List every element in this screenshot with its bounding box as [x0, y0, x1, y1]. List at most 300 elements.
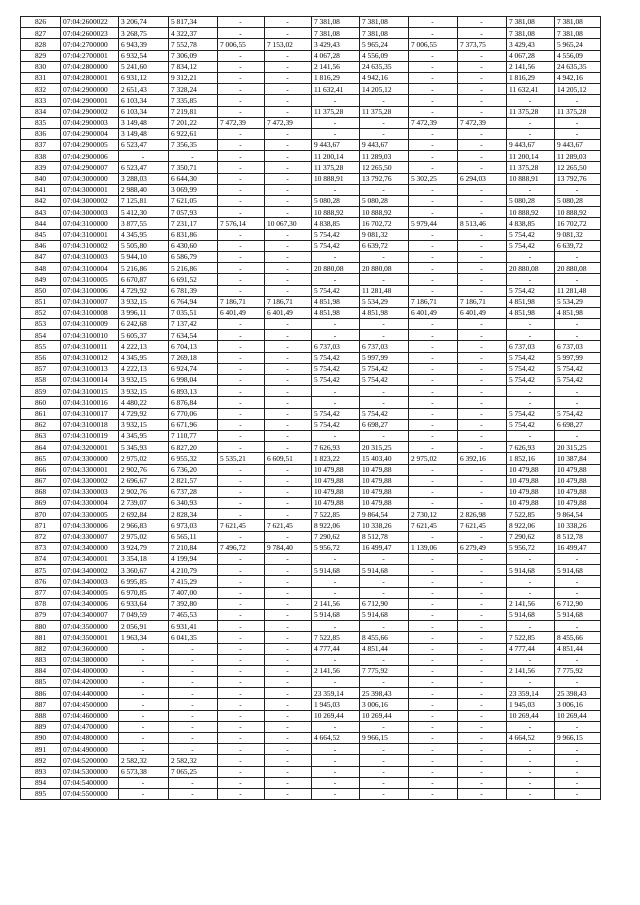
value-cell: 4 199,94: [169, 554, 218, 565]
value-cell: 3 932,15: [119, 296, 169, 307]
value-cell: 11 375,28: [360, 106, 409, 117]
value-cell: 5 754,42: [312, 408, 360, 419]
value-cell: 4 851,98: [555, 307, 601, 318]
value-cell: -: [218, 688, 265, 699]
table-row: [21, 263, 601, 274]
value-cell: -: [458, 621, 507, 632]
value-cell: -: [409, 565, 458, 576]
value-cell: -: [312, 128, 360, 139]
value-cell: 4 851,98: [312, 307, 360, 318]
value-cell: -: [507, 274, 555, 285]
row-code-cell: 07:04:2900001: [61, 95, 119, 106]
value-cell: -: [555, 330, 601, 341]
value-cell: -: [409, 263, 458, 274]
value-cell: -: [458, 565, 507, 576]
value-cell: -: [555, 184, 601, 195]
value-cell: -: [265, 777, 312, 788]
value-cell: -: [458, 442, 507, 453]
value-cell: 11 289,03: [555, 151, 601, 162]
table-row: [21, 162, 601, 173]
value-cell: -: [169, 710, 218, 721]
value-cell: 7 392,80: [169, 598, 218, 609]
value-cell: -: [409, 128, 458, 139]
value-cell: 2 902,76: [119, 464, 169, 475]
value-cell: -: [265, 319, 312, 330]
value-cell: 14 205,12: [555, 84, 601, 95]
value-cell: 4 664,52: [312, 733, 360, 744]
value-cell: -: [218, 509, 265, 520]
value-cell: -: [458, 408, 507, 419]
value-cell: -: [360, 554, 409, 565]
value-cell: -: [312, 576, 360, 587]
value-cell: 6 639,72: [555, 240, 601, 251]
value-cell: 15 403,40: [360, 453, 409, 464]
value-cell: -: [265, 554, 312, 565]
table-row: [21, 744, 601, 755]
value-cell: -: [458, 721, 507, 732]
value-cell: 6 737,03: [555, 341, 601, 352]
value-cell: -: [265, 95, 312, 106]
value-cell: -: [409, 162, 458, 173]
value-cell: -: [458, 576, 507, 587]
value-cell: 12 265,50: [360, 162, 409, 173]
value-cell: -: [312, 554, 360, 565]
value-cell: 6 955,32: [169, 453, 218, 464]
row-number-cell: 876: [21, 576, 61, 587]
value-cell: -: [218, 632, 265, 643]
table-row: [21, 721, 601, 732]
row-code-cell: 07:04:3100002: [61, 240, 119, 251]
value-cell: 5 535,21: [218, 453, 265, 464]
value-cell: -: [458, 688, 507, 699]
row-code-cell: 07:04:4800000: [61, 733, 119, 744]
value-cell: 1 945,03: [507, 699, 555, 710]
value-cell: 14 205,12: [360, 84, 409, 95]
value-cell: -: [409, 498, 458, 509]
value-cell: 6 876,84: [169, 397, 218, 408]
value-cell: 24 635,35: [555, 61, 601, 72]
table-row: [21, 486, 601, 497]
value-cell: 7 210,84: [169, 542, 218, 553]
value-cell: 3 932,15: [119, 375, 169, 386]
value-cell: -: [507, 788, 555, 799]
row-number-cell: 868: [21, 486, 61, 497]
value-cell: 3 206,74: [119, 17, 169, 28]
row-code-cell: 07:04:5400000: [61, 777, 119, 788]
value-cell: -: [218, 788, 265, 799]
value-cell: -: [169, 643, 218, 654]
value-cell: -: [265, 341, 312, 352]
value-cell: 4 851,98: [360, 307, 409, 318]
row-number-cell: 828: [21, 39, 61, 50]
value-cell: -: [409, 240, 458, 251]
value-cell: -: [119, 777, 169, 788]
value-cell: -: [265, 84, 312, 95]
value-cell: -: [409, 363, 458, 374]
value-cell: -: [409, 733, 458, 744]
value-cell: -: [265, 464, 312, 475]
value-cell: 8 922,06: [507, 520, 555, 531]
value-cell: 7 231,17: [169, 218, 218, 229]
value-cell: 3 006,16: [360, 699, 409, 710]
value-cell: 6 737,03: [360, 341, 409, 352]
row-number-cell: 895: [21, 788, 61, 799]
value-cell: 6 698,27: [555, 419, 601, 430]
table-row: [21, 632, 601, 643]
value-cell: 7 552,78: [169, 39, 218, 50]
table-row: [21, 218, 601, 229]
value-cell: 2 582,32: [169, 755, 218, 766]
row-number-cell: 846: [21, 240, 61, 251]
value-cell: 10 888,92: [312, 207, 360, 218]
value-cell: 5 914,68: [507, 609, 555, 620]
table-row: [21, 788, 601, 799]
value-cell: -: [218, 341, 265, 352]
row-number-cell: 865: [21, 453, 61, 464]
value-cell: -: [169, 677, 218, 688]
table-row: [21, 677, 601, 688]
value-cell: 7 006,55: [409, 39, 458, 50]
value-cell: 7 522,85: [312, 509, 360, 520]
value-cell: 8 455,66: [360, 632, 409, 643]
row-number-cell: 893: [21, 766, 61, 777]
value-cell: -: [409, 621, 458, 632]
value-cell: 10 479,88: [507, 464, 555, 475]
value-cell: -: [409, 408, 458, 419]
table-row: [21, 755, 601, 766]
row-code-cell: 07:04:3300006: [61, 520, 119, 531]
value-cell: -: [265, 710, 312, 721]
value-cell: -: [409, 229, 458, 240]
row-number-cell: 867: [21, 475, 61, 486]
value-cell: 5 080,28: [360, 196, 409, 207]
value-cell: 8 513,46: [458, 218, 507, 229]
value-cell: 2 696,67: [119, 475, 169, 486]
value-cell: 4 838,85: [507, 218, 555, 229]
value-cell: 6 294,03: [458, 173, 507, 184]
value-cell: 9 443,67: [312, 140, 360, 151]
value-cell: -: [265, 699, 312, 710]
value-cell: -: [169, 151, 218, 162]
value-cell: -: [169, 733, 218, 744]
value-cell: 10 387,84: [555, 453, 601, 464]
row-code-cell: 07:04:3400006: [61, 598, 119, 609]
value-cell: -: [218, 677, 265, 688]
value-cell: 6 401,49: [265, 307, 312, 318]
value-cell: 10 269,44: [507, 710, 555, 721]
value-cell: -: [507, 251, 555, 262]
value-cell: -: [119, 665, 169, 676]
row-code-cell: 07:04:3000001: [61, 184, 119, 195]
value-cell: -: [312, 397, 360, 408]
value-cell: -: [218, 240, 265, 251]
value-cell: -: [360, 251, 409, 262]
value-cell: -: [360, 744, 409, 755]
value-cell: 6 671,96: [169, 419, 218, 430]
table-row: [21, 229, 601, 240]
value-cell: -: [409, 576, 458, 587]
value-cell: 7 522,85: [507, 632, 555, 643]
value-cell: -: [360, 576, 409, 587]
value-cell: -: [555, 621, 601, 632]
value-cell: 2 141,56: [312, 598, 360, 609]
value-cell: 10 479,88: [312, 486, 360, 497]
value-cell: 10 888,92: [555, 207, 601, 218]
value-cell: 11 281,48: [360, 285, 409, 296]
value-cell: 6 401,49: [409, 307, 458, 318]
value-cell: 5 944,10: [119, 251, 169, 262]
value-cell: -: [360, 397, 409, 408]
value-cell: 5 997,99: [360, 352, 409, 363]
table-row: [21, 733, 601, 744]
value-cell: -: [265, 140, 312, 151]
row-number-cell: 858: [21, 375, 61, 386]
row-code-cell: 07:04:2900006: [61, 151, 119, 162]
table-row: [21, 117, 601, 128]
value-cell: -: [218, 140, 265, 151]
value-cell: -: [218, 397, 265, 408]
value-cell: -: [458, 140, 507, 151]
row-code-cell: 07:04:3100016: [61, 397, 119, 408]
value-cell: -: [265, 587, 312, 598]
value-cell: 10 338,26: [555, 520, 601, 531]
value-cell: 25 398,43: [360, 688, 409, 699]
table-row: [21, 296, 601, 307]
value-cell: 9 443,67: [555, 140, 601, 151]
value-cell: 12 265,50: [555, 162, 601, 173]
value-cell: 7 621,45: [265, 520, 312, 531]
value-cell: 8 512,78: [555, 531, 601, 542]
value-cell: 5 914,68: [507, 565, 555, 576]
value-cell: -: [265, 643, 312, 654]
value-cell: -: [218, 576, 265, 587]
row-code-cell: 07:04:3400001: [61, 554, 119, 565]
value-cell: -: [409, 654, 458, 665]
table-row: [21, 375, 601, 386]
value-cell: 3 149,48: [119, 117, 169, 128]
value-cell: 9 443,67: [507, 140, 555, 151]
value-cell: -: [507, 117, 555, 128]
value-cell: 3 360,67: [119, 565, 169, 576]
value-cell: 10 888,91: [507, 173, 555, 184]
value-cell: 5 754,42: [312, 229, 360, 240]
value-cell: -: [409, 397, 458, 408]
value-cell: -: [458, 386, 507, 397]
value-cell: 6 932,54: [119, 50, 169, 61]
value-cell: -: [458, 475, 507, 486]
value-cell: 5 754,42: [507, 285, 555, 296]
value-cell: 3 996,11: [119, 307, 169, 318]
value-cell: 10 479,88: [360, 464, 409, 475]
value-cell: -: [409, 84, 458, 95]
value-cell: -: [360, 677, 409, 688]
value-cell: 25 398,43: [555, 688, 601, 699]
value-cell: -: [265, 721, 312, 732]
value-cell: 6 279,49: [458, 542, 507, 553]
value-cell: 7 125,81: [119, 196, 169, 207]
value-cell: -: [218, 274, 265, 285]
value-cell: 2 966,83: [119, 520, 169, 531]
value-cell: 5 754,42: [360, 363, 409, 374]
table-row: [21, 408, 601, 419]
value-cell: -: [458, 352, 507, 363]
value-cell: 5 754,42: [312, 285, 360, 296]
value-cell: -: [265, 744, 312, 755]
value-cell: -: [458, 50, 507, 61]
value-cell: -: [507, 95, 555, 106]
value-cell: -: [169, 665, 218, 676]
row-number-cell: 884: [21, 665, 61, 676]
value-cell: 7 496,72: [218, 542, 265, 553]
value-cell: -: [458, 766, 507, 777]
row-number-cell: 870: [21, 509, 61, 520]
table-row: [21, 207, 601, 218]
value-cell: -: [312, 766, 360, 777]
value-cell: 1 963,34: [119, 632, 169, 643]
value-cell: -: [360, 430, 409, 441]
value-cell: 7 335,85: [169, 95, 218, 106]
value-cell: 11 632,41: [507, 84, 555, 95]
value-cell: -: [360, 274, 409, 285]
value-cell: 5 956,72: [312, 542, 360, 553]
value-cell: -: [218, 375, 265, 386]
value-cell: -: [218, 665, 265, 676]
value-cell: 7 621,45: [409, 520, 458, 531]
value-cell: -: [312, 274, 360, 285]
table-row: [21, 565, 601, 576]
value-cell: 2 692,84: [119, 509, 169, 520]
value-cell: -: [409, 710, 458, 721]
value-cell: 6 523,47: [119, 140, 169, 151]
value-cell: 2 826,98: [458, 509, 507, 520]
value-cell: 11 200,14: [312, 151, 360, 162]
value-cell: 7 328,24: [169, 84, 218, 95]
value-cell: -: [507, 319, 555, 330]
value-cell: -: [265, 632, 312, 643]
value-cell: -: [555, 397, 601, 408]
value-cell: 5 965,24: [555, 39, 601, 50]
value-cell: 5 754,42: [507, 419, 555, 430]
value-cell: -: [265, 386, 312, 397]
value-cell: -: [409, 777, 458, 788]
value-cell: -: [360, 721, 409, 732]
value-cell: 6 737,28: [169, 486, 218, 497]
value-cell: 7 137,42: [169, 319, 218, 330]
value-cell: 3 354,18: [119, 554, 169, 565]
value-cell: -: [119, 654, 169, 665]
value-cell: 9 081,32: [360, 229, 409, 240]
value-cell: 3 932,15: [119, 419, 169, 430]
value-cell: -: [507, 430, 555, 441]
row-number-cell: 852: [21, 307, 61, 318]
table-row: [21, 140, 601, 151]
value-cell: -: [409, 251, 458, 262]
value-cell: -: [218, 598, 265, 609]
value-cell: 2 056,91: [119, 621, 169, 632]
value-cell: -: [458, 330, 507, 341]
value-cell: 2 975,02: [119, 453, 169, 464]
value-cell: -: [458, 598, 507, 609]
value-cell: 2 582,32: [119, 755, 169, 766]
value-cell: -: [265, 576, 312, 587]
value-cell: 6 523,47: [119, 162, 169, 173]
value-cell: 7 576,14: [218, 218, 265, 229]
value-cell: 5 216,86: [169, 263, 218, 274]
table-row: [21, 330, 601, 341]
value-cell: 9 864,54: [555, 509, 601, 520]
value-cell: -: [218, 84, 265, 95]
value-cell: -: [555, 128, 601, 139]
value-cell: -: [409, 285, 458, 296]
value-cell: -: [409, 788, 458, 799]
value-cell: 7 186,71: [265, 296, 312, 307]
value-cell: 5 754,42: [507, 375, 555, 386]
table-row: [21, 61, 601, 72]
value-cell: 5 754,42: [507, 352, 555, 363]
value-cell: 3 006,16: [555, 699, 601, 710]
table-row: [21, 173, 601, 184]
value-cell: -: [218, 363, 265, 374]
table-row: [21, 699, 601, 710]
table-row: [21, 609, 601, 620]
row-number-cell: 839: [21, 162, 61, 173]
value-cell: 6 973,03: [169, 520, 218, 531]
value-cell: 5 216,86: [119, 263, 169, 274]
table-row: [21, 106, 601, 117]
table-row: [21, 509, 601, 520]
value-cell: -: [218, 352, 265, 363]
row-number-cell: 849: [21, 274, 61, 285]
value-cell: -: [218, 755, 265, 766]
value-cell: -: [265, 509, 312, 520]
value-cell: -: [409, 430, 458, 441]
value-cell: 4 222,13: [119, 363, 169, 374]
value-cell: -: [265, 665, 312, 676]
value-cell: 10 479,88: [360, 475, 409, 486]
value-cell: -: [507, 128, 555, 139]
value-cell: -: [409, 554, 458, 565]
value-cell: 7 306,09: [169, 50, 218, 61]
value-cell: -: [555, 788, 601, 799]
value-cell: -: [409, 352, 458, 363]
row-number-cell: 871: [21, 520, 61, 531]
value-cell: 7 219,81: [169, 106, 218, 117]
value-cell: -: [312, 95, 360, 106]
value-cell: -: [265, 621, 312, 632]
value-cell: 4 777,44: [312, 643, 360, 654]
value-cell: -: [458, 419, 507, 430]
value-cell: -: [555, 386, 601, 397]
value-cell: -: [265, 285, 312, 296]
value-cell: 2 988,40: [119, 184, 169, 195]
value-cell: -: [507, 777, 555, 788]
value-cell: 20 880,08: [507, 263, 555, 274]
value-cell: 5 914,68: [555, 609, 601, 620]
value-cell: 6 712,90: [360, 598, 409, 609]
row-code-cell: 07:04:4900000: [61, 744, 119, 755]
row-code-cell: 07:04:4500000: [61, 699, 119, 710]
value-cell: 4 838,85: [312, 218, 360, 229]
value-cell: 10 479,88: [312, 498, 360, 509]
row-code-cell: 07:04:3500000: [61, 621, 119, 632]
row-number-cell: 877: [21, 587, 61, 598]
value-cell: -: [218, 196, 265, 207]
row-code-cell: 07:04:3100007: [61, 296, 119, 307]
value-cell: 6 430,60: [169, 240, 218, 251]
table-row: [21, 419, 601, 430]
row-code-cell: 07:04:2900002: [61, 106, 119, 117]
value-cell: 23 359,14: [507, 688, 555, 699]
